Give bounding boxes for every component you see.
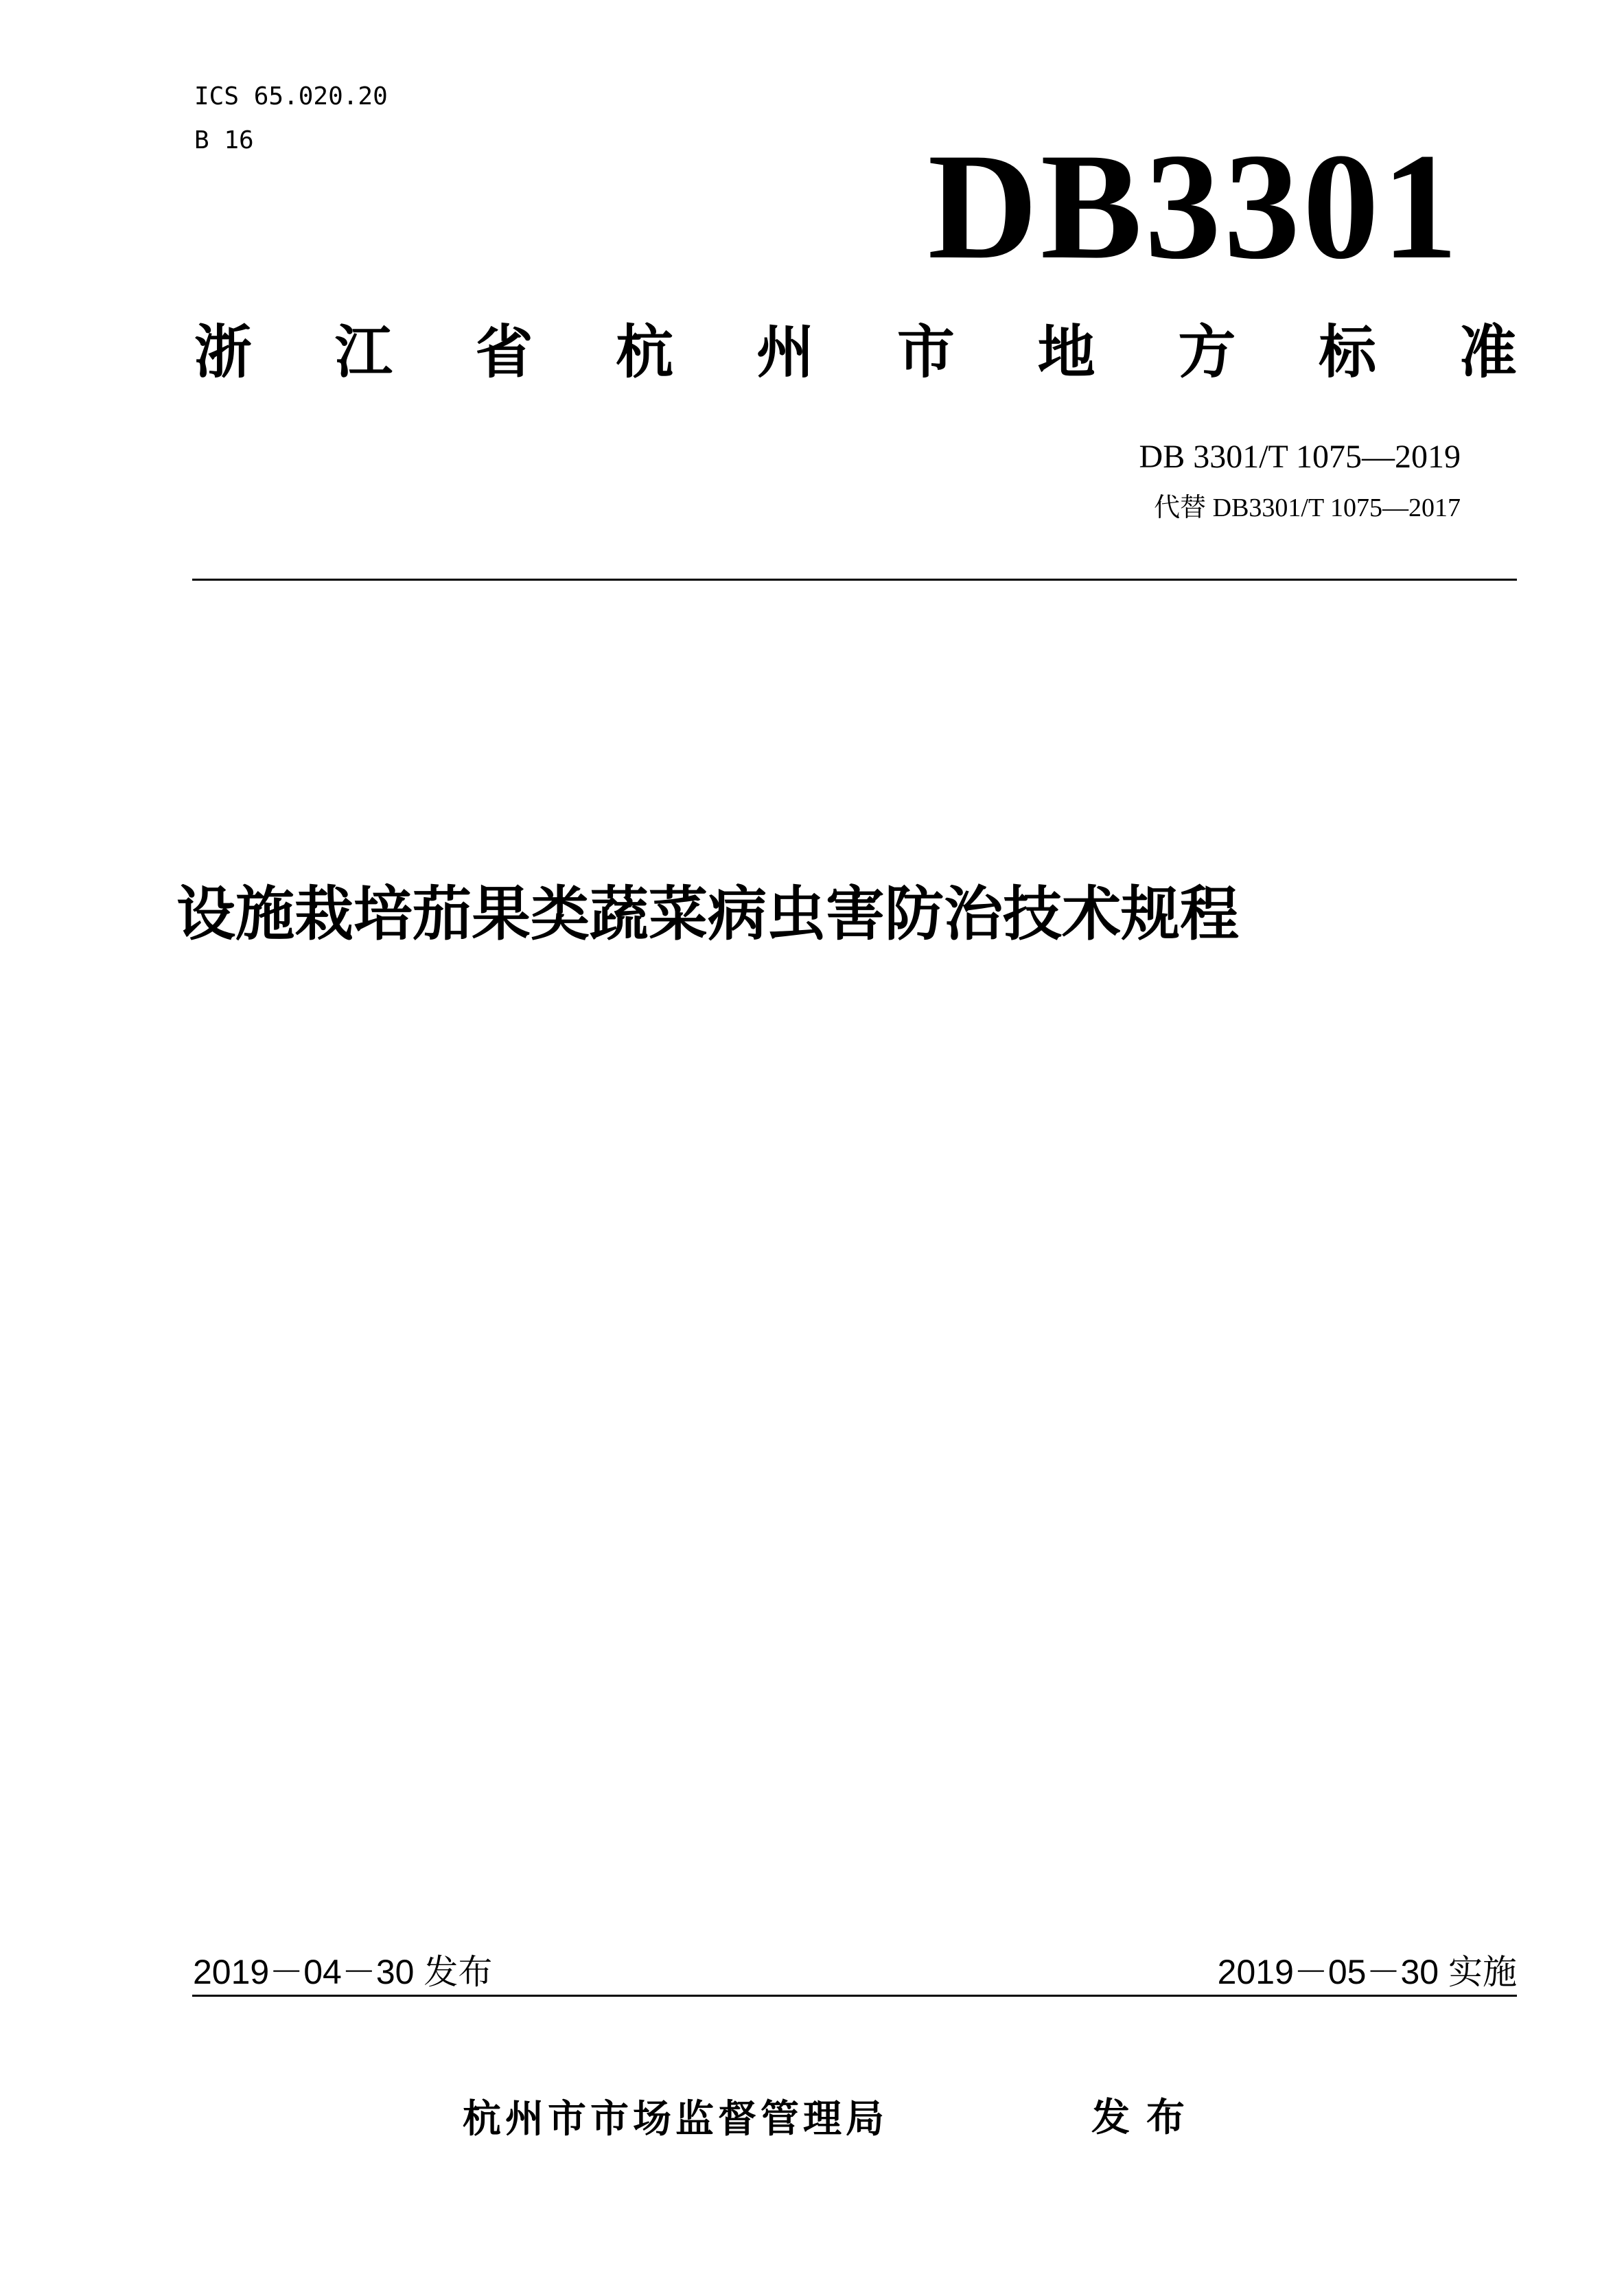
issuing-authority: 杭州市市场监督管理局	[463, 2097, 888, 2142]
standard-number: DB 3301/T 1075—2019	[1139, 439, 1461, 475]
document-title: 设施栽培茄果类蔬菜病虫害防治技术规程	[176, 880, 1239, 949]
standard-type-heading	[194, 314, 1517, 390]
issue-date: 2019－04－30 发布	[193, 1953, 493, 1991]
footer-divider	[192, 1995, 1517, 1997]
replaces-standard: 代替 DB3301/T 1075—2017	[1154, 494, 1461, 522]
implementation-date: 2019－05－30 实施	[1217, 1953, 1517, 1991]
standard-type-char: 江	[334, 318, 393, 386]
classification-code: B 16	[194, 126, 254, 154]
standard-type-char: 浙	[194, 318, 253, 386]
standard-type-char: 杭	[616, 318, 674, 386]
standard-type-char: 标	[1319, 318, 1377, 386]
standard-type-char: 准	[1459, 318, 1517, 386]
publish-label: 发布	[1091, 2096, 1201, 2140]
standard-type-char: 市	[896, 318, 955, 386]
standard-type-char: 地	[1037, 318, 1095, 386]
standard-type-char: 方	[1178, 318, 1236, 386]
db-logo: DB3301	[927, 122, 1461, 291]
standard-type-char: 省	[475, 318, 533, 386]
header-divider	[192, 579, 1517, 581]
ics-code: ICS 65.020.20	[194, 82, 388, 111]
standard-type-char: 州	[756, 318, 815, 386]
